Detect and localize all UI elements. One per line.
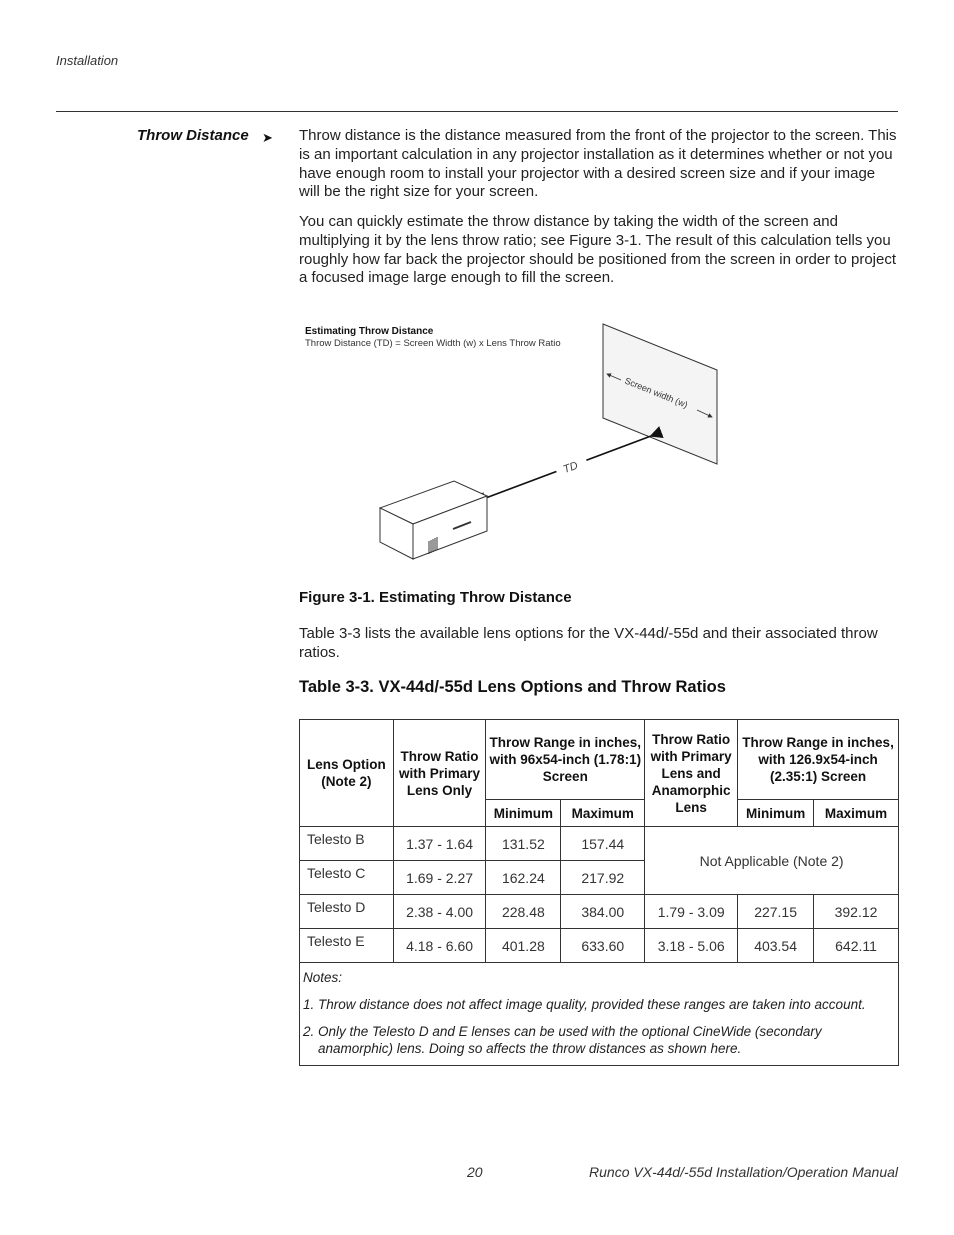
- table-row: [300, 929, 899, 963]
- manual-title: Runco VX-44d/-55d Installation/Operation Manual: [589, 1164, 898, 1180]
- throw-ratio-anamorphic: 3.18 - 5.06: [645, 929, 738, 963]
- col-header-min-178: Minimum: [486, 800, 561, 827]
- min-178: 131.52: [486, 827, 561, 861]
- table-row: [300, 827, 899, 861]
- throw-ratio: 1.69 - 2.27: [393, 861, 486, 895]
- projector-drawing: [380, 481, 487, 559]
- min-178: 162.24: [486, 861, 561, 895]
- min-178: 401.28: [486, 929, 561, 963]
- col-header-range-235: Throw Range in inches, with 126.9x54-inch (2.35:1) Screen: [738, 720, 899, 800]
- max-178: 157.44: [561, 827, 645, 861]
- col-header-range-178: Throw Range in inches, with 96x54-inch (1.78:1) Screen: [486, 720, 645, 800]
- figure-heading: Estimating Throw Distance: [305, 326, 434, 337]
- running-header: Installation: [56, 53, 119, 68]
- figure-caption: Figure 3-1. Estimating Throw Distance: [299, 589, 572, 606]
- col-header-max-178: Maximum: [561, 800, 645, 827]
- max-178: 217.92: [561, 861, 645, 895]
- table-row: [300, 895, 899, 929]
- estimate-paragraph: You can quickly estimate the throw distance by taking the width of the screen and multiplying it by the lens throw ratio; see Figure 3-1. The result of this calculation tells you roughly how far back the projector should be positioned from the screen in order to project a focused image large enough to fill the screen.: [299, 213, 896, 287]
- note-1: 1. Throw distance does not affect image quality, provided these ranges are taken into account.: [303, 997, 866, 1012]
- max-178: 633.60: [561, 929, 645, 963]
- max-235: 642.11: [814, 929, 899, 963]
- lens-name: Telesto E: [300, 929, 394, 963]
- td-label: TD: [561, 459, 580, 476]
- min-178: 228.48: [486, 895, 561, 929]
- throw-distance-figure: [299, 318, 729, 573]
- page-number: 20: [467, 1164, 483, 1180]
- throw-ratio: 2.38 - 4.00: [393, 895, 486, 929]
- lens-options-table: [299, 719, 899, 1066]
- col-header-ratio-primary: Throw Ratio with Primary Lens Only: [393, 720, 486, 827]
- note-2: 2. Only the Telesto D and E lenses can be used with the optional CineWide (secondary anamorphic) lens. Doing so affects the throw distances as shown here.: [303, 1024, 822, 1056]
- max-235: 392.12: [814, 895, 899, 929]
- col-header-max-235: Maximum: [814, 800, 899, 827]
- min-235: 403.54: [738, 929, 814, 963]
- section-arrow-icon: ➤: [262, 130, 273, 145]
- lens-name: Telesto D: [300, 895, 394, 929]
- table-notes-row: [300, 963, 899, 1066]
- table-notes: [300, 963, 899, 1066]
- section-title: Throw Distance: [137, 127, 249, 144]
- figure-formula: Throw Distance (TD) = Screen Width (w) x Lens Throw Ratio: [305, 338, 561, 349]
- throw-ratio: 4.18 - 6.60: [393, 929, 486, 963]
- header-rule: [56, 111, 898, 112]
- intro-paragraph: Throw distance is the distance measured from the front of the projector to the screen. This is an important calculation in any projector installation as it determines whether or not you have enough room to install your projector with a desired screen size and if your image will be the right size for your screen.: [299, 127, 897, 201]
- notes-label: Notes:: [303, 970, 343, 985]
- max-178: 384.00: [561, 895, 645, 929]
- col-header-ratio-anamorphic: Throw Ratio with Primary Lens and Anamorphic Lens: [645, 720, 738, 827]
- min-235: 227.15: [738, 895, 814, 929]
- throw-ratio: 1.37 - 1.64: [393, 827, 486, 861]
- table-title: Table 3-3. VX-44d/-55d Lens Options and Throw Ratios: [299, 678, 726, 696]
- not-applicable-cell: Not Applicable (Note 2): [645, 827, 899, 895]
- table-intro-paragraph: Table 3-3 lists the available lens options for the VX-44d/-55d and their associated throw ratios.: [299, 625, 878, 661]
- screen-width-label: Screen width (w): [623, 375, 690, 410]
- col-header-min-235: Minimum: [738, 800, 814, 827]
- lens-name: Telesto C: [300, 861, 394, 895]
- table-header-row: [300, 720, 899, 800]
- col-header-lens-option: Lens Option (Note 2): [300, 720, 394, 827]
- throw-ratio-anamorphic: 1.79 - 3.09: [645, 895, 738, 929]
- lens-name: Telesto B: [300, 827, 394, 861]
